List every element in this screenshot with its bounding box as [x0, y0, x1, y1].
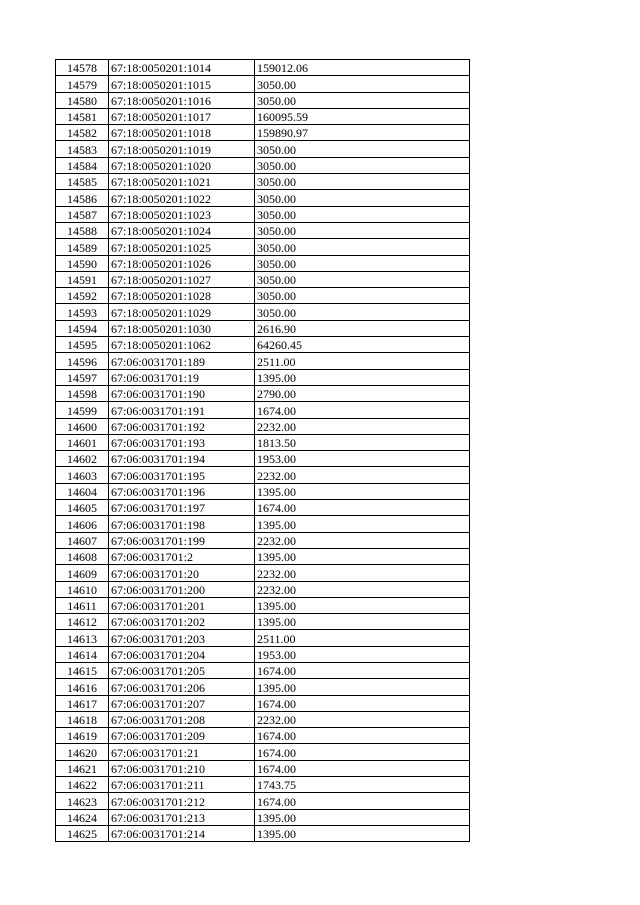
cadastral-value-table [55, 59, 470, 842]
row-number-cell: 14588 [56, 222, 109, 238]
table-row [56, 809, 470, 825]
table-row [56, 728, 470, 744]
row-number-cell: 14625 [56, 825, 109, 841]
row-number-cell: 14592 [56, 288, 109, 304]
row-number-cell: 14623 [56, 793, 109, 809]
cadastral-number-cell: 67:18:0050201:1029 [109, 304, 255, 320]
cadastral-number-cell: 67:06:0031701:197 [109, 500, 255, 516]
row-number-cell: 14591 [56, 271, 109, 287]
row-number-cell: 14596 [56, 353, 109, 369]
table-row [56, 125, 470, 141]
value-cell: 3050.00 [255, 222, 470, 238]
value-cell: 160095.59 [255, 108, 470, 124]
table-row [56, 793, 470, 809]
value-cell: 3050.00 [255, 206, 470, 222]
cadastral-number-cell: 67:18:0050201:1020 [109, 157, 255, 173]
row-number-cell: 14602 [56, 451, 109, 467]
cadastral-number-cell: 67:18:0050201:1062 [109, 337, 255, 353]
table-row [56, 825, 470, 841]
row-number-cell: 14617 [56, 695, 109, 711]
cadastral-number-cell: 67:18:0050201:1016 [109, 92, 255, 108]
table-row [56, 157, 470, 173]
value-cell: 1395.00 [255, 597, 470, 613]
row-number-cell: 14616 [56, 679, 109, 695]
row-number-cell: 14609 [56, 565, 109, 581]
table-row [56, 108, 470, 124]
value-cell: 1674.00 [255, 662, 470, 678]
cadastral-number-cell: 67:06:0031701:192 [109, 418, 255, 434]
value-cell: 2232.00 [255, 532, 470, 548]
cadastral-number-cell: 67:06:0031701:211 [109, 777, 255, 793]
table-row [56, 744, 470, 760]
table-row [56, 418, 470, 434]
cadastral-number-cell: 67:18:0050201:1018 [109, 125, 255, 141]
value-cell: 2511.00 [255, 630, 470, 646]
value-cell: 3050.00 [255, 239, 470, 255]
value-cell: 3050.00 [255, 255, 470, 271]
value-cell: 1395.00 [255, 825, 470, 841]
table-row [56, 337, 470, 353]
table-row [56, 92, 470, 108]
value-cell: 1743.75 [255, 777, 470, 793]
value-cell: 3050.00 [255, 288, 470, 304]
row-number-cell: 14580 [56, 92, 109, 108]
table-body [56, 60, 470, 842]
row-number-cell: 14619 [56, 728, 109, 744]
value-cell: 3050.00 [255, 92, 470, 108]
value-cell: 3050.00 [255, 304, 470, 320]
value-cell: 159890.97 [255, 125, 470, 141]
row-number-cell: 14622 [56, 777, 109, 793]
table-row [56, 711, 470, 727]
table-row [56, 662, 470, 678]
row-number-cell: 14582 [56, 125, 109, 141]
cadastral-number-cell: 67:18:0050201:1025 [109, 239, 255, 255]
value-cell: 1395.00 [255, 516, 470, 532]
row-number-cell: 14601 [56, 434, 109, 450]
table-row [56, 777, 470, 793]
value-cell: 1674.00 [255, 793, 470, 809]
row-number-cell: 14584 [56, 157, 109, 173]
row-number-cell: 14599 [56, 402, 109, 418]
table-row [56, 614, 470, 630]
value-cell: 1953.00 [255, 646, 470, 662]
table-row [56, 206, 470, 222]
row-number-cell: 14614 [56, 646, 109, 662]
value-cell: 64260.45 [255, 337, 470, 353]
table-row [56, 222, 470, 238]
cadastral-number-cell: 67:06:0031701:213 [109, 809, 255, 825]
value-cell: 1395.00 [255, 614, 470, 630]
cadastral-number-cell: 67:06:0031701:194 [109, 451, 255, 467]
value-cell: 1395.00 [255, 809, 470, 825]
cadastral-number-cell: 67:06:0031701:204 [109, 646, 255, 662]
table-row [56, 174, 470, 190]
table-row [56, 532, 470, 548]
cadastral-number-cell: 67:18:0050201:1014 [109, 60, 255, 76]
value-cell: 1395.00 [255, 369, 470, 385]
row-number-cell: 14624 [56, 809, 109, 825]
table-row [56, 239, 470, 255]
table-row [56, 304, 470, 320]
row-number-cell: 14606 [56, 516, 109, 532]
cadastral-number-cell: 67:06:0031701:207 [109, 695, 255, 711]
table-row [56, 141, 470, 157]
value-cell: 3050.00 [255, 271, 470, 287]
value-cell: 3050.00 [255, 174, 470, 190]
cadastral-number-cell: 67:18:0050201:1027 [109, 271, 255, 287]
cadastral-number-cell: 67:06:0031701:200 [109, 581, 255, 597]
row-number-cell: 14590 [56, 255, 109, 271]
value-cell: 2616.90 [255, 320, 470, 336]
value-cell: 159012.06 [255, 60, 470, 76]
row-number-cell: 14593 [56, 304, 109, 320]
table-row [56, 597, 470, 613]
table-row [56, 255, 470, 271]
cadastral-number-cell: 67:06:0031701:205 [109, 662, 255, 678]
value-cell: 1395.00 [255, 548, 470, 564]
cadastral-number-cell: 67:06:0031701:214 [109, 825, 255, 841]
value-cell: 2511.00 [255, 353, 470, 369]
value-cell: 2790.00 [255, 385, 470, 401]
table-row [56, 271, 470, 287]
value-cell: 3050.00 [255, 141, 470, 157]
table-row [56, 369, 470, 385]
row-number-cell: 14621 [56, 760, 109, 776]
cadastral-number-cell: 67:06:0031701:201 [109, 597, 255, 613]
table-row [56, 320, 470, 336]
value-cell: 1674.00 [255, 744, 470, 760]
row-number-cell: 14603 [56, 467, 109, 483]
cadastral-number-cell: 67:06:0031701:203 [109, 630, 255, 646]
row-number-cell: 14618 [56, 711, 109, 727]
table-row [56, 516, 470, 532]
value-cell: 1395.00 [255, 679, 470, 695]
cadastral-number-cell: 67:18:0050201:1015 [109, 76, 255, 92]
row-number-cell: 14595 [56, 337, 109, 353]
cadastral-number-cell: 67:06:0031701:193 [109, 434, 255, 450]
table-row [56, 190, 470, 206]
table-row [56, 288, 470, 304]
value-cell: 3050.00 [255, 190, 470, 206]
cadastral-number-cell: 67:06:0031701:208 [109, 711, 255, 727]
table-row [56, 353, 470, 369]
cadastral-number-cell: 67:06:0031701:206 [109, 679, 255, 695]
value-cell: 1813.50 [255, 434, 470, 450]
value-cell: 1674.00 [255, 402, 470, 418]
cadastral-number-cell: 67:18:0050201:1028 [109, 288, 255, 304]
cadastral-number-cell: 67:06:0031701:189 [109, 353, 255, 369]
value-cell: 1674.00 [255, 500, 470, 516]
cadastral-number-cell: 67:06:0031701:198 [109, 516, 255, 532]
cadastral-number-cell: 67:18:0050201:1023 [109, 206, 255, 222]
row-number-cell: 14612 [56, 614, 109, 630]
value-cell: 3050.00 [255, 157, 470, 173]
row-number-cell: 14589 [56, 239, 109, 255]
value-cell: 2232.00 [255, 711, 470, 727]
cadastral-number-cell: 67:06:0031701:2 [109, 548, 255, 564]
table-row [56, 565, 470, 581]
row-number-cell: 14620 [56, 744, 109, 760]
row-number-cell: 14611 [56, 597, 109, 613]
row-number-cell: 14610 [56, 581, 109, 597]
row-number-cell: 14600 [56, 418, 109, 434]
row-number-cell: 14586 [56, 190, 109, 206]
cadastral-number-cell: 67:06:0031701:20 [109, 565, 255, 581]
cadastral-number-cell: 67:06:0031701:212 [109, 793, 255, 809]
cadastral-number-cell: 67:18:0050201:1026 [109, 255, 255, 271]
table-row [56, 76, 470, 92]
row-number-cell: 14578 [56, 60, 109, 76]
cadastral-number-cell: 67:18:0050201:1024 [109, 222, 255, 238]
row-number-cell: 14587 [56, 206, 109, 222]
value-cell: 1674.00 [255, 728, 470, 744]
row-number-cell: 14608 [56, 548, 109, 564]
value-cell: 1395.00 [255, 483, 470, 499]
cadastral-number-cell: 67:06:0031701:191 [109, 402, 255, 418]
value-cell: 2232.00 [255, 418, 470, 434]
row-number-cell: 14598 [56, 385, 109, 401]
value-cell: 2232.00 [255, 565, 470, 581]
table-row [56, 500, 470, 516]
cadastral-number-cell: 67:18:0050201:1021 [109, 174, 255, 190]
cadastral-number-cell: 67:06:0031701:202 [109, 614, 255, 630]
table-row [56, 451, 470, 467]
row-number-cell: 14579 [56, 76, 109, 92]
row-number-cell: 14615 [56, 662, 109, 678]
row-number-cell: 14607 [56, 532, 109, 548]
table-row [56, 467, 470, 483]
row-number-cell: 14594 [56, 320, 109, 336]
table-row [56, 630, 470, 646]
cadastral-number-cell: 67:06:0031701:19 [109, 369, 255, 385]
cadastral-number-cell: 67:06:0031701:190 [109, 385, 255, 401]
cadastral-number-cell: 67:06:0031701:21 [109, 744, 255, 760]
table-row [56, 695, 470, 711]
cadastral-number-cell: 67:18:0050201:1019 [109, 141, 255, 157]
row-number-cell: 14585 [56, 174, 109, 190]
row-number-cell: 14581 [56, 108, 109, 124]
table-row [56, 760, 470, 776]
cadastral-number-cell: 67:06:0031701:195 [109, 467, 255, 483]
cadastral-number-cell: 67:18:0050201:1022 [109, 190, 255, 206]
value-cell: 3050.00 [255, 76, 470, 92]
value-cell: 2232.00 [255, 581, 470, 597]
table-row [56, 646, 470, 662]
cadastral-number-cell: 67:06:0031701:199 [109, 532, 255, 548]
table-row [56, 402, 470, 418]
row-number-cell: 14613 [56, 630, 109, 646]
table-row [56, 548, 470, 564]
cadastral-number-cell: 67:06:0031701:209 [109, 728, 255, 744]
cadastral-number-cell: 67:18:0050201:1017 [109, 108, 255, 124]
row-number-cell: 14605 [56, 500, 109, 516]
value-cell: 2232.00 [255, 467, 470, 483]
table-row [56, 679, 470, 695]
cadastral-number-cell: 67:18:0050201:1030 [109, 320, 255, 336]
row-number-cell: 14583 [56, 141, 109, 157]
cadastral-number-cell: 67:06:0031701:210 [109, 760, 255, 776]
value-cell: 1674.00 [255, 695, 470, 711]
value-cell: 1953.00 [255, 451, 470, 467]
cadastral-number-cell: 67:06:0031701:196 [109, 483, 255, 499]
table-row [56, 60, 470, 76]
table-row [56, 385, 470, 401]
value-cell: 1674.00 [255, 760, 470, 776]
row-number-cell: 14604 [56, 483, 109, 499]
row-number-cell: 14597 [56, 369, 109, 385]
table-row [56, 434, 470, 450]
table-row [56, 581, 470, 597]
table-row [56, 483, 470, 499]
